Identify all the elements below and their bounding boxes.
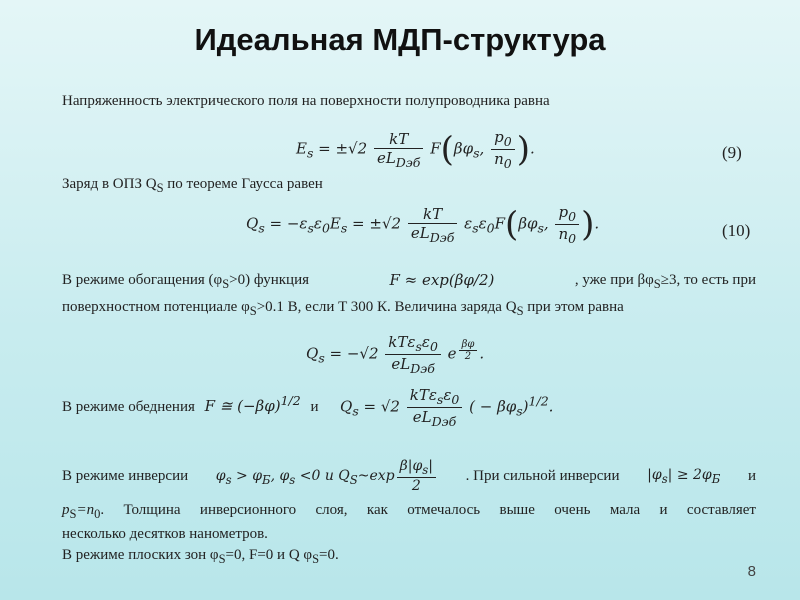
numerator [385,333,441,355]
text-part: В режиме обогащения (φ [62,272,223,288]
text-part: В режиме плоских зон φ [62,546,219,563]
denominator-text: eL [391,355,411,373]
formula-9 [296,128,535,171]
formula-10: $Q_s = -\varepsilon_s\varepsilon_0E_s = \pm√2$ $\frac{kT}{eL_{Dэб}}$ $\varepsilon_s\varepsilon_0F(\beta\varphi_s$, $\frac{p_0}{n_0}$ ). [246,203,600,246]
text-subscript: S [312,551,320,566]
text-subscript: S [516,304,524,319]
denominator-text: eL [410,223,430,242]
text: В режиме инверсии [62,467,189,484]
formula-strong-inversion [647,467,720,486]
function-symbol: F [494,214,506,233]
text: Напряженность электрического поля на поверхности полупроводника равна [62,93,550,109]
text-part: =0. [319,546,339,563]
formula-symbol: ε [478,214,487,233]
text-subscript: S [69,507,77,522]
formula-symbol: ε [313,214,322,233]
text-line-field-strength [62,93,756,110]
text [575,272,756,291]
fraction-p0-n0 [555,203,579,246]
text: Заряд в ОПЗ Q [62,176,157,192]
text-part: ≥3, то есть при [660,272,756,288]
comma: , [479,139,485,158]
fraction-p0-n0 [491,128,515,171]
fraction [397,458,436,494]
text-part: >0) функция [229,272,309,288]
formula-subscript: s [289,472,296,487]
equation-number-10: (10) [722,221,751,240]
numerator-subscript: s [436,392,444,407]
exponential-base: e [447,344,457,363]
formula-enrichment-charge [306,333,484,376]
formula-text: F ≅ (−βφ) [204,397,281,415]
formula-text: > φ [231,468,263,485]
numerator-text: p [494,128,504,146]
text-part: =0, F=0 и Q φ [225,546,313,563]
text-part: p [62,502,70,519]
formula-symbol: E [296,139,307,158]
function-symbol: F [430,139,441,158]
denominator [555,225,579,246]
formula-text: exp [369,468,395,485]
argument-subscript: s [537,220,544,236]
formula-superscript: 1/2 [528,393,549,409]
formula-subscript: Б [262,472,271,487]
formula-operator: = −√2 [324,344,379,363]
denominator [408,224,458,245]
numerator-text: | [428,458,433,474]
exponent-fraction [459,339,478,362]
formula-symbol: E [329,214,341,233]
formula-subscript: 0 [486,220,495,236]
formula-text: ~ [357,468,370,485]
formula-subscript: s [661,471,668,486]
argument: βφ [453,139,474,158]
formula-subscript: s [340,220,348,236]
formula-symbol: Q [306,344,319,363]
numerator [555,203,579,225]
formula-symbol: Q [340,397,353,416]
formula-F-exp: F ≈ exp(βφ/2) [389,271,495,289]
denominator-text: n [494,150,504,168]
formula-text: ( − βφ [469,397,517,416]
formula-subscript: s [318,350,325,366]
period: . [548,397,554,416]
denominator-subscript: Dэб [410,361,435,376]
formula-text: | ≥ 2φ [667,466,712,483]
period: . [529,139,535,158]
text-subscript: S [249,304,257,319]
fraction [385,333,441,376]
numerator-text: p [558,203,569,221]
numerator [407,386,463,408]
formula-superscript: 1/2 [280,393,301,408]
denominator: 2 [411,478,421,495]
numerator [491,128,515,150]
conjunction: и [747,467,756,484]
numerator: kT [408,205,458,224]
numerator [397,458,436,478]
denominator-subscript: Dэб [431,414,457,429]
text-part: =n [76,502,95,519]
close-paren-icon: ) [581,204,595,245]
formula-text: <0 и Q [295,468,350,485]
formula-operator: = −ε [264,214,308,233]
page-number: 8 [747,563,756,580]
period: . [479,344,485,363]
numerator-text: β|φ [399,458,423,474]
formula-operator: = ±√2 [347,214,402,233]
formula-subscript: 0 [321,220,330,236]
formula-subscript: s [472,220,479,236]
numerator-text: ε [443,386,452,404]
text-subscript: S [222,277,230,291]
formula-subscript: s [516,403,523,419]
open-paren-icon: ( [505,204,519,245]
formula-subscript: Б [711,471,721,486]
numerator-text: kTε [409,386,437,404]
text-enrichment [62,272,756,319]
numerator: kT [374,130,424,149]
text-subscript: S [653,277,661,291]
open-paren-icon: ( [440,129,454,170]
text [62,272,309,291]
argument: βφ [518,214,538,233]
formula-F-depletion [204,393,301,415]
text-part: при этом равна [523,299,624,316]
denominator-text: eL [412,408,432,426]
text-inversion-line3: несколько десятков нанометров. [62,525,268,542]
argument-subscript: s [473,145,480,161]
formula-inversion-condition [216,458,438,494]
text-flatband [62,547,756,566]
close-paren-icon: ) [516,129,530,170]
fraction [408,205,458,245]
text: . При сильной инверсии [465,467,620,484]
text-subscript: 0 [94,507,101,522]
formula-symbol: ε [464,214,473,233]
exponent [457,338,480,362]
text-inversion-line2 [62,502,756,521]
numerator-text: kTε [388,333,416,351]
denominator-subscript: Dэб [429,229,455,245]
formula-subscript: s [307,220,314,236]
denominator-subscript: 0 [568,231,577,246]
formula-subscript: s [306,145,314,161]
denominator [407,408,463,429]
text-part: поверхностном потенциале φ [62,299,250,316]
denominator [385,355,441,376]
text: по теореме Гаусса равен [163,176,323,192]
fraction [407,386,463,429]
numerator-subscript: 0 [429,339,438,354]
numerator: βφ [459,339,478,351]
denominator: 2 [464,350,472,362]
formula-text: , φ [270,468,290,485]
denominator-subscript: 0 [503,156,512,171]
numerator-text: ε [421,333,430,351]
formula-subscript: s [258,220,265,236]
formula-text: |φ [647,466,662,483]
conjunction: и [310,399,319,415]
denominator [491,150,515,171]
formula-operator: = √2 [358,397,400,416]
formula-text: ) [522,397,529,416]
numerator-subscript: s [415,339,422,354]
text: В режиме обеднения [62,399,195,415]
text-inversion [62,458,756,566]
denominator-text: n [558,225,569,243]
formula-subscript: s [352,403,359,419]
period: . [594,214,600,233]
formula-text: φ [215,468,226,485]
denominator-text: eL [376,148,396,167]
text-subscript: S [218,551,226,566]
numerator-subscript: 0 [503,134,512,149]
equation-number-9: (9) [722,143,742,162]
formula-subscript: s [225,472,232,487]
text-depletion [62,394,319,416]
numerator-subscript: 0 [568,209,577,224]
text-line-gauss [62,176,756,195]
numerator-subscript: s [422,462,429,477]
text-subscript: S [156,181,164,195]
fraction [374,130,424,170]
text-part: >0.1 В, если T 300 К. Величина заряда Q [256,299,517,316]
numerator-subscript: 0 [451,392,460,407]
denominator [374,149,424,170]
formula-depletion-charge [340,386,553,429]
formula-symbol: Q [246,214,259,233]
text-part: , уже при βφ [574,272,654,288]
slide-title: Идеальная МДП-структура [194,22,606,57]
formula-subscript: S [349,472,358,487]
formula-operator: = ±√2 [313,139,368,158]
text-part: . Толщина инверсионного слоя, как отмечалось выше очень мала и составляет [100,502,756,519]
denominator-subscript: Dэб [395,154,421,170]
